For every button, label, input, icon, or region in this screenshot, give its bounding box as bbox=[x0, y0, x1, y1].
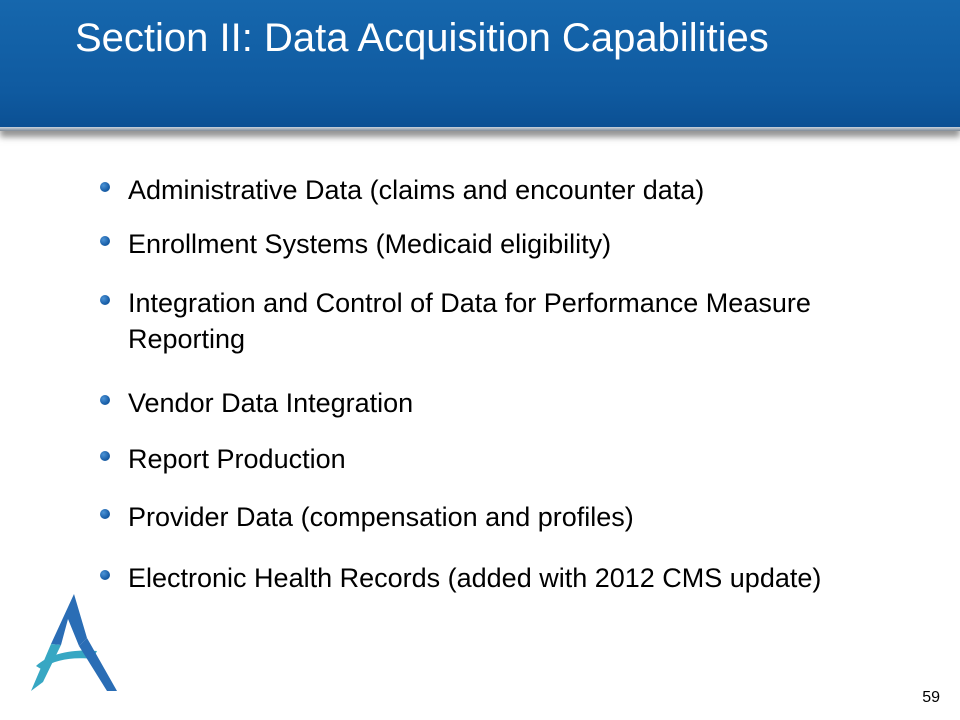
bullet-item bbox=[128, 499, 888, 535]
bullet-item bbox=[128, 385, 888, 421]
bullet-text: Electronic Health Records (added with 2012 CMS update) bbox=[128, 563, 822, 593]
bullet-dot-icon bbox=[100, 451, 110, 461]
bullet-dot-icon bbox=[100, 295, 110, 305]
stylized-a-logo-icon bbox=[27, 590, 121, 692]
bullet-item bbox=[128, 172, 888, 208]
bullet-dot-icon bbox=[100, 182, 110, 192]
bullet-dot-icon bbox=[100, 509, 110, 519]
bullet-item bbox=[128, 441, 888, 477]
bullet-text: Enrollment Systems (Medicaid eligibility) bbox=[128, 229, 612, 259]
bullet-dot-icon bbox=[100, 570, 110, 580]
bullet-item bbox=[128, 560, 898, 596]
bullet-dot-icon bbox=[100, 395, 110, 405]
bullet-text: Administrative Data (claims and encounter data) bbox=[128, 175, 705, 205]
slide-title: Section II: Data Acquisition Capabilities bbox=[75, 16, 769, 60]
bullet-text: Provider Data (compensation and profiles) bbox=[128, 502, 634, 532]
bullet-text: Vendor Data Integration bbox=[128, 388, 414, 418]
bullet-text: Integration and Control of Data for Performance Measure Reporting bbox=[128, 288, 811, 354]
bullet-text: Report Production bbox=[128, 444, 346, 474]
bullet-item bbox=[128, 285, 873, 357]
bullet-item bbox=[128, 226, 888, 262]
page-number: 59 bbox=[922, 689, 940, 706]
bullet-dot-icon bbox=[100, 236, 110, 246]
